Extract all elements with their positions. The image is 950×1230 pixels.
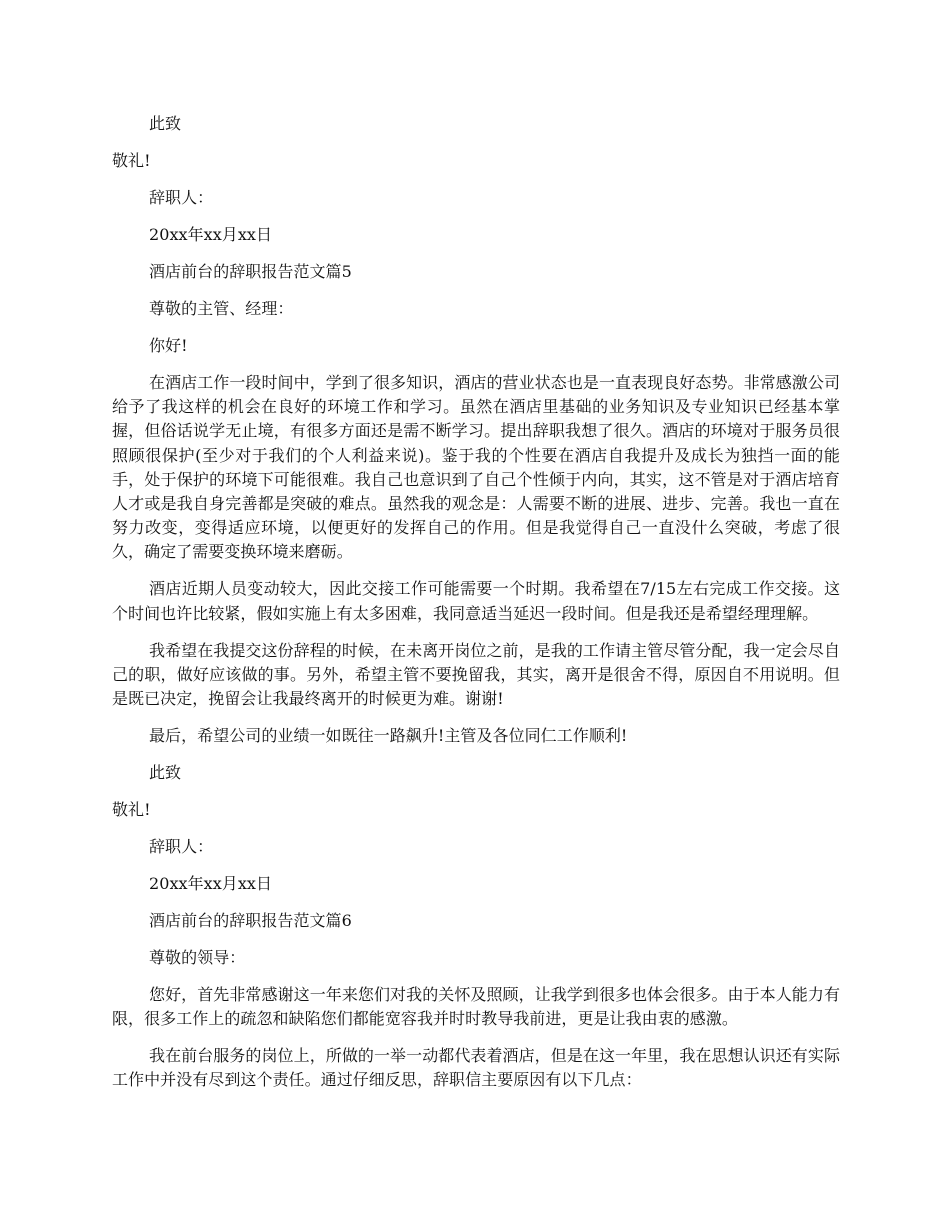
- body-paragraph: 最后，希望公司的业绩一如既往一路飙升!主管及各位同仁工作顺利!: [149, 726, 628, 746]
- body-paragraph: 酒店近期人员变动较大，因此交接工作可能需要一个时期。我希望在7/15左右完成工作交接。这个时间也许比较紧，假如实施上有太多困难，我同意适当延迟一段时间。但是我还是希望经理理解。: [112, 579, 840, 623]
- closing-salutation: 此致: [149, 763, 182, 783]
- letter-addressee: 尊敬的主管、经理：: [149, 299, 294, 318]
- closing-respect: 敬礼!: [112, 151, 151, 170]
- section-heading: 酒店前台的辞职报告范文篇5: [149, 262, 352, 281]
- signature-label: 辞职人：: [149, 837, 214, 857]
- section-heading: 酒店前台的辞职报告范文篇6: [149, 911, 352, 931]
- document-page: [112, 112, 840, 1105]
- letter-greeting: 你好!: [149, 336, 188, 355]
- closing-respect: 敬礼!: [112, 800, 151, 820]
- letter-addressee: 尊敬的领导：: [149, 948, 246, 968]
- signature-label: 辞职人：: [149, 188, 214, 207]
- body-paragraph: 我希望在我提交这份辞程的时候，在未离开岗位之前，是我的工作请主管尽管分配，我一定会尽自己的职，做好应该做的事。另外，希望主管不要挽留我，其实，离开是很舍不得，原因自不用说明。但是既已决定，挽留会让我最终离开的时候更为难。谢谢!: [112, 640, 840, 709]
- body-paragraph: 您好，首先非常感谢这一年来您们对我的关怀及照顾，让我学到很多也体会很多。由于本人能力有限，很多工作上的疏忽和缺陷您们都能宽容我并时时教导我前进，更是让我由衷的感激。: [112, 985, 840, 1029]
- body-paragraph: 在酒店工作一段时间中，学到了很多知识，酒店的营业状态也是一直表现良好态势。非常感激公司给予了我这样的机会在良好的环境工作和学习。虽然在酒店里基础的业务知识及专业知识已经基本掌握，但俗话说学无止境，有很多方面还是需不断学习。提出辞职我想了很久。酒店的环境对于服务员很照顾很保护(至少对于我们的个人利益来说)。鉴于我的个性要在酒店自我提升及成长为独挡一面的能手，处于保护的环境下可能很难。我自己也意识到了自己个性倾于内向，其实，这不管是对于酒店培育人才或是我自身完善都是突破的难点。虽然我的观念是：人需要不断的进展、进步、完善。我也一直在努力改变，变得适应环境，以便更好的发挥自己的作用。但是我觉得自己一直没什么突破，考虑了很久，确定了需要变换环境来磨砺。: [112, 373, 840, 562]
- date-line: 20xx年xx月xx日: [149, 874, 273, 894]
- body-paragraph: 我在前台服务的岗位上，所做的一举一动都代表着酒店，但是在这一年里，我在思想认识还有实际工作中并没有尽到这个责任。通过仔细反思，辞职信主要原因有以下几点：: [112, 1046, 840, 1090]
- date-line: 20xx年xx月xx日: [149, 225, 273, 244]
- closing-salutation: 此致: [149, 114, 182, 133]
